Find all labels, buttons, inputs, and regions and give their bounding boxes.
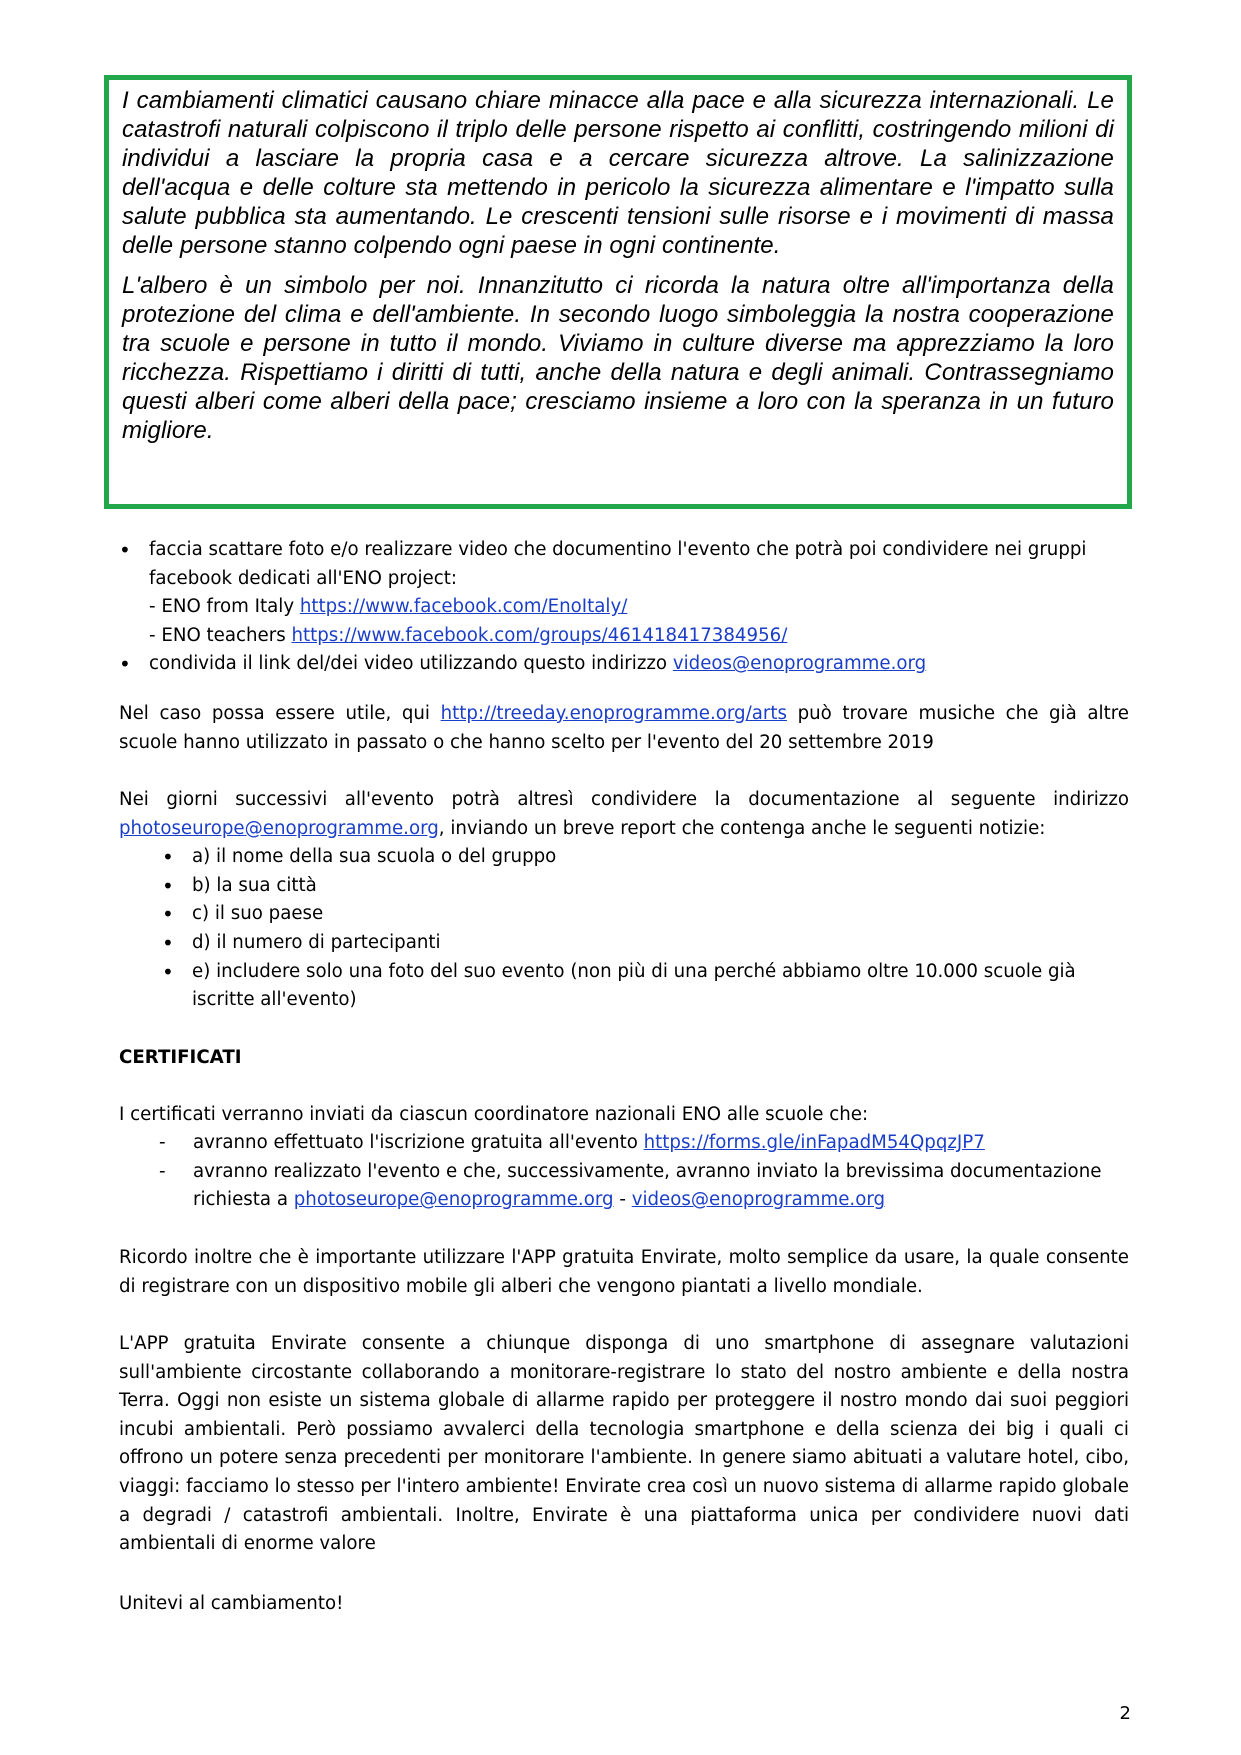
- report-paragraph: [119, 786, 1129, 1015]
- quote-box: [104, 75, 1132, 509]
- bullet-text: faccia scattare foto e/o realizzare video che documentino l'evento che potrà poi condividere nei gruppi facebook dedicati all'ENO project:: [149, 539, 1087, 589]
- bullet-item-photos: [119, 536, 1129, 650]
- photoseurope-email-link[interactable]: photoseurope@enoprogramme.org: [119, 817, 439, 839]
- separator: -: [613, 1189, 632, 1211]
- sub-item-label: - ENO teachers: [149, 624, 292, 646]
- certificati-item-text: avranno realizzato l'evento e che, successivamente, avranno inviato la brevissima documentazione richiesta a: [193, 1160, 1102, 1211]
- bullets-top: [119, 536, 1129, 679]
- report-item: • b) la sua città: [162, 872, 1129, 901]
- videos-email-link[interactable]: videos@enoprogramme.org: [672, 653, 927, 675]
- certificati-section: [119, 1044, 1129, 1215]
- music-text-after: può trovare musiche che già altre scuole hanno utilizzato in passato o che hanno scelto per l'evento del 20 settembre 2019: [119, 703, 1129, 753]
- app-paragraph-2-text: L'APP gratuita Envirate consente a chiunque disponga di uno smartphone di assegnare valutazioni sull'ambiente circostante collaborando a monitorare-registrare lo stato del nostro ambiente e della nostra Terra. Oggi non esiste un sistema globale di allarme rapido per proteggere il nostro mondo dai suoi peggiori incubi ambientali. Però possiamo avvalerci della tecnologia smartphone e della scienza dei big i quali ci offrono un potere senza precedenti per monitorare l'ambiente. In genere siamo abituati a valutare hotel, cibo, viaggi: facciamo lo stesso per l'intero ambiente! Envirate crea così un nuovo sistema di allarme rapido globale a degradi / catastrofi ambientali. Inoltre, Envirate è una piattaforma unica per condividere nuovi dati ambientali di enorme valore: [119, 1333, 1129, 1555]
- eno-italy-link[interactable]: https://www.facebook.com/EnoItaly/: [299, 596, 628, 618]
- certificati-item-text: avranno effettuato l'iscrizione gratuita all'evento: [193, 1132, 644, 1154]
- certificati-item-2: [119, 1158, 1129, 1215]
- app-paragraph-1-text: Ricordo inoltre che è importante utilizzare l'APP gratuita Envirate, molto semplice da usare, la quale consente di registrare con un dispositivo mobile gli alberi che vengono piantati a livello mondiale.: [119, 1247, 1129, 1297]
- eno-teachers-link[interactable]: https://www.facebook.com/groups/461418417384956/: [291, 624, 788, 646]
- music-text-before: Nel caso possa essere utile, qui: [119, 703, 441, 724]
- quote-paragraph-1: I cambiamenti climatici causano chiare minacce alla pace e alla sicurezza internazionali. Le catastrofi naturali colpiscono il triplo delle persone rispetto ai conflitti, costringendo milioni di individui a lasciare la propria casa e a cercare sicurezza altrove. La salinizzazione dell'acqua e delle colture sta mettendo in pericolo la sicurezza alimentare e l'impatto sulla salute pubblica sta aumentando. Le crescenti tensioni sulle risorse e i movimenti di massa delle persone stanno colpendo ogni paese in ogni continente.: [122, 87, 1114, 259]
- treeday-arts-link[interactable]: http://treeday.enoprogramme.org/arts: [440, 703, 787, 724]
- report-item: • e) includere solo una foto del suo evento (non più di una perché abbiamo oltre 10.000 scuole già iscritte all'evento): [162, 958, 1129, 1015]
- app-paragraph-1: [119, 1244, 1129, 1301]
- bullet-text: condivida il link del/dei video utilizzando questo indirizzo: [149, 653, 673, 675]
- closing: [119, 1590, 1129, 1619]
- report-item: • d) il numero di partecipanti: [162, 929, 1129, 958]
- closing-text: Unitevi al cambiamento!: [119, 1593, 344, 1614]
- forms-link[interactable]: https://forms.gle/inFapadM54QpqzJP7: [643, 1132, 985, 1154]
- videos-email-link-2[interactable]: videos@enoprogramme.org: [631, 1189, 886, 1211]
- report-item: • a) il nome della sua scuola o del gruppo: [162, 843, 1129, 872]
- app-paragraph-2: [119, 1330, 1129, 1559]
- certificati-item-1: [119, 1129, 1129, 1158]
- certificati-intro: I certificati verranno inviati da ciascun coordinatore nazionali ENO alle scuole che:: [119, 1103, 869, 1125]
- music-paragraph: [119, 700, 1129, 757]
- report-text-after: , inviando un breve report che contenga anche le seguenti notizie:: [438, 817, 1046, 839]
- quote-paragraph-2: L'albero è un simbolo per noi. Innanzitutto ci ricorda la natura oltre all'importanza della protezione del clima e dell'ambiente. In secondo luogo simboleggia la nostra cooperazione tra scuole e persone in tutto il mondo. Viviamo in culture diverse ma apprezziamo la loro ricchezza. Rispettiamo i diritti di tutti, anche della natura e degli animali. Contrassegniamo questi alberi come alberi della pace; cresciamo insieme a loro con la speranza in un futuro migliore.: [122, 272, 1114, 444]
- report-item: • c) il suo paese: [162, 900, 1129, 929]
- page-number: 2: [1119, 1703, 1131, 1724]
- sub-item-eno-teachers: [149, 622, 1129, 651]
- report-text-before: Nei giorni successivi all'evento potrà altresì condividere la documentazione al seguente indirizzo: [119, 789, 1129, 810]
- certificati-heading: CERTIFICATI: [119, 1047, 242, 1068]
- sub-item-eno-italy: [149, 593, 1129, 622]
- sub-item-label: - ENO from Italy: [149, 596, 300, 618]
- bullet-item-videos: [119, 650, 1129, 679]
- photoseurope-email-link-2[interactable]: photoseurope@enoprogramme.org: [293, 1189, 614, 1211]
